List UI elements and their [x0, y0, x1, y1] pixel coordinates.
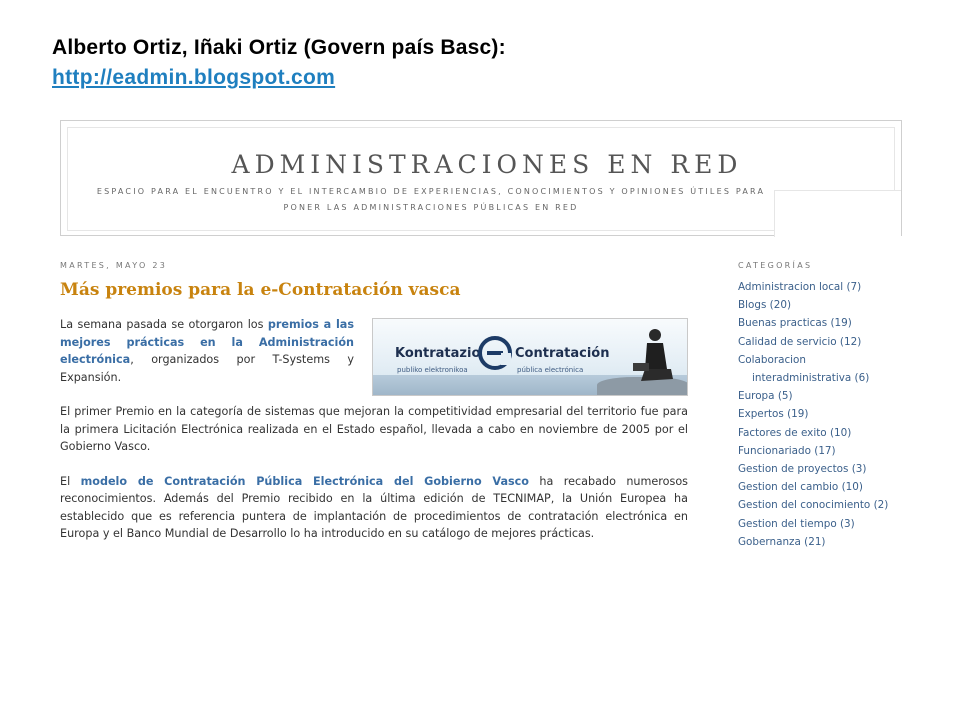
category-item[interactable]: Expertos (19) [738, 408, 809, 421]
blog-url-link[interactable]: http://eadmin.blogspot.com [52, 66, 336, 89]
category-item[interactable]: Administracion local (7) [738, 281, 862, 293]
logo-left-brand: Kontratazio [395, 346, 481, 361]
blog-header [60, 120, 902, 236]
logo-right-brand: Contratación [515, 346, 610, 361]
category-item[interactable]: Calidad de servicio (12) [738, 335, 862, 348]
post-date: MARTES, MAYO 23 [60, 261, 168, 270]
category-item[interactable]: Funcionariado (17) [738, 444, 836, 457]
category-item[interactable]: Europa (5) [738, 390, 793, 403]
paragraph-3-pre: El [60, 474, 81, 488]
post-body [60, 316, 688, 560]
paragraph-1-post: , organizados por T-Systems y Expansión. [60, 353, 354, 384]
category-item[interactable]: Gestion de proyectos (3) [738, 463, 867, 476]
paragraph-1-pre: La semana pasada se otorgaron los [60, 318, 268, 331]
logo-right-subtitle: pública electrónica [517, 366, 584, 374]
paragraph-3-post: ha recabado numerosos reconocimientos. Además del Premio recibido en la última edición de TECNIMAP, la Unión Europea ha establecido que es referencia puntera de implantación de procedimientos de contratación electrónica en Europa y el Banco Mundial de Desarrollo lo ha introducido en su catálogo de mejores prácticas. [60, 474, 688, 540]
blog-description: ESPACIO PARA EL ENCUENTRO Y EL INTERCAMBIO DE EXPERIENCIAS, CONOCIMIENTOS Y OPINIONES ÚTILES PARA PONER LAS ADMINISTRACIONES PÚBLICAS EN RED [96, 187, 766, 212]
category-item[interactable]: Gestion del cambio (10) [738, 481, 863, 494]
paragraph-2: El primer Premio en la categoría de sistemas que mejoran la competitividad empresarial del territorio fue para la primera Licitación Electrónica realizada en el Estado español, llevada a cabo en noviembre de 2005 por el Gobierno Vasco. [60, 405, 688, 453]
header-notch [774, 190, 901, 237]
blog-title[interactable]: ADMINISTRACIONES EN RED [231, 150, 743, 179]
category-item[interactable]: Blogs (20) [738, 299, 792, 312]
e-logo-icon [477, 335, 513, 371]
category-item[interactable]: Gestion del tiempo (3) [738, 517, 855, 530]
category-item[interactable]: Buenas practicas (19) [738, 317, 852, 330]
blog-screenshot [60, 118, 902, 550]
sidebar-title: CATEGORÍAS [738, 261, 813, 270]
category-item[interactable]: Factores de exito (10) [738, 426, 852, 439]
sidebar-categories [738, 261, 902, 551]
slide-title: Alberto Ortiz, Iñaki Ortiz (Govern país Basc): [52, 36, 506, 59]
person-laptop-icon [625, 323, 681, 393]
category-item[interactable]: Gestion del conocimiento (2) [738, 499, 889, 512]
post-title[interactable]: Más premios para la e-Contratación vasca [60, 280, 461, 300]
category-item[interactable]: Colaboracion interadministrativa (6) [738, 353, 870, 385]
post-image[interactable] [372, 318, 688, 396]
logo-left-subtitle: publiko elektronikoa [397, 366, 468, 374]
paragraph-3 [60, 473, 688, 543]
category-item[interactable]: Gobernanza (21) [738, 535, 826, 548]
category-list [738, 278, 902, 551]
premios-link[interactable]: premios a las mejores prácticas en la Administración electrónica [60, 318, 354, 366]
modelo-contratacion-link[interactable]: modelo de Contratación Pública Electrónica del Gobierno Vasco [80, 474, 529, 488]
blog-header-inner [67, 127, 895, 231]
